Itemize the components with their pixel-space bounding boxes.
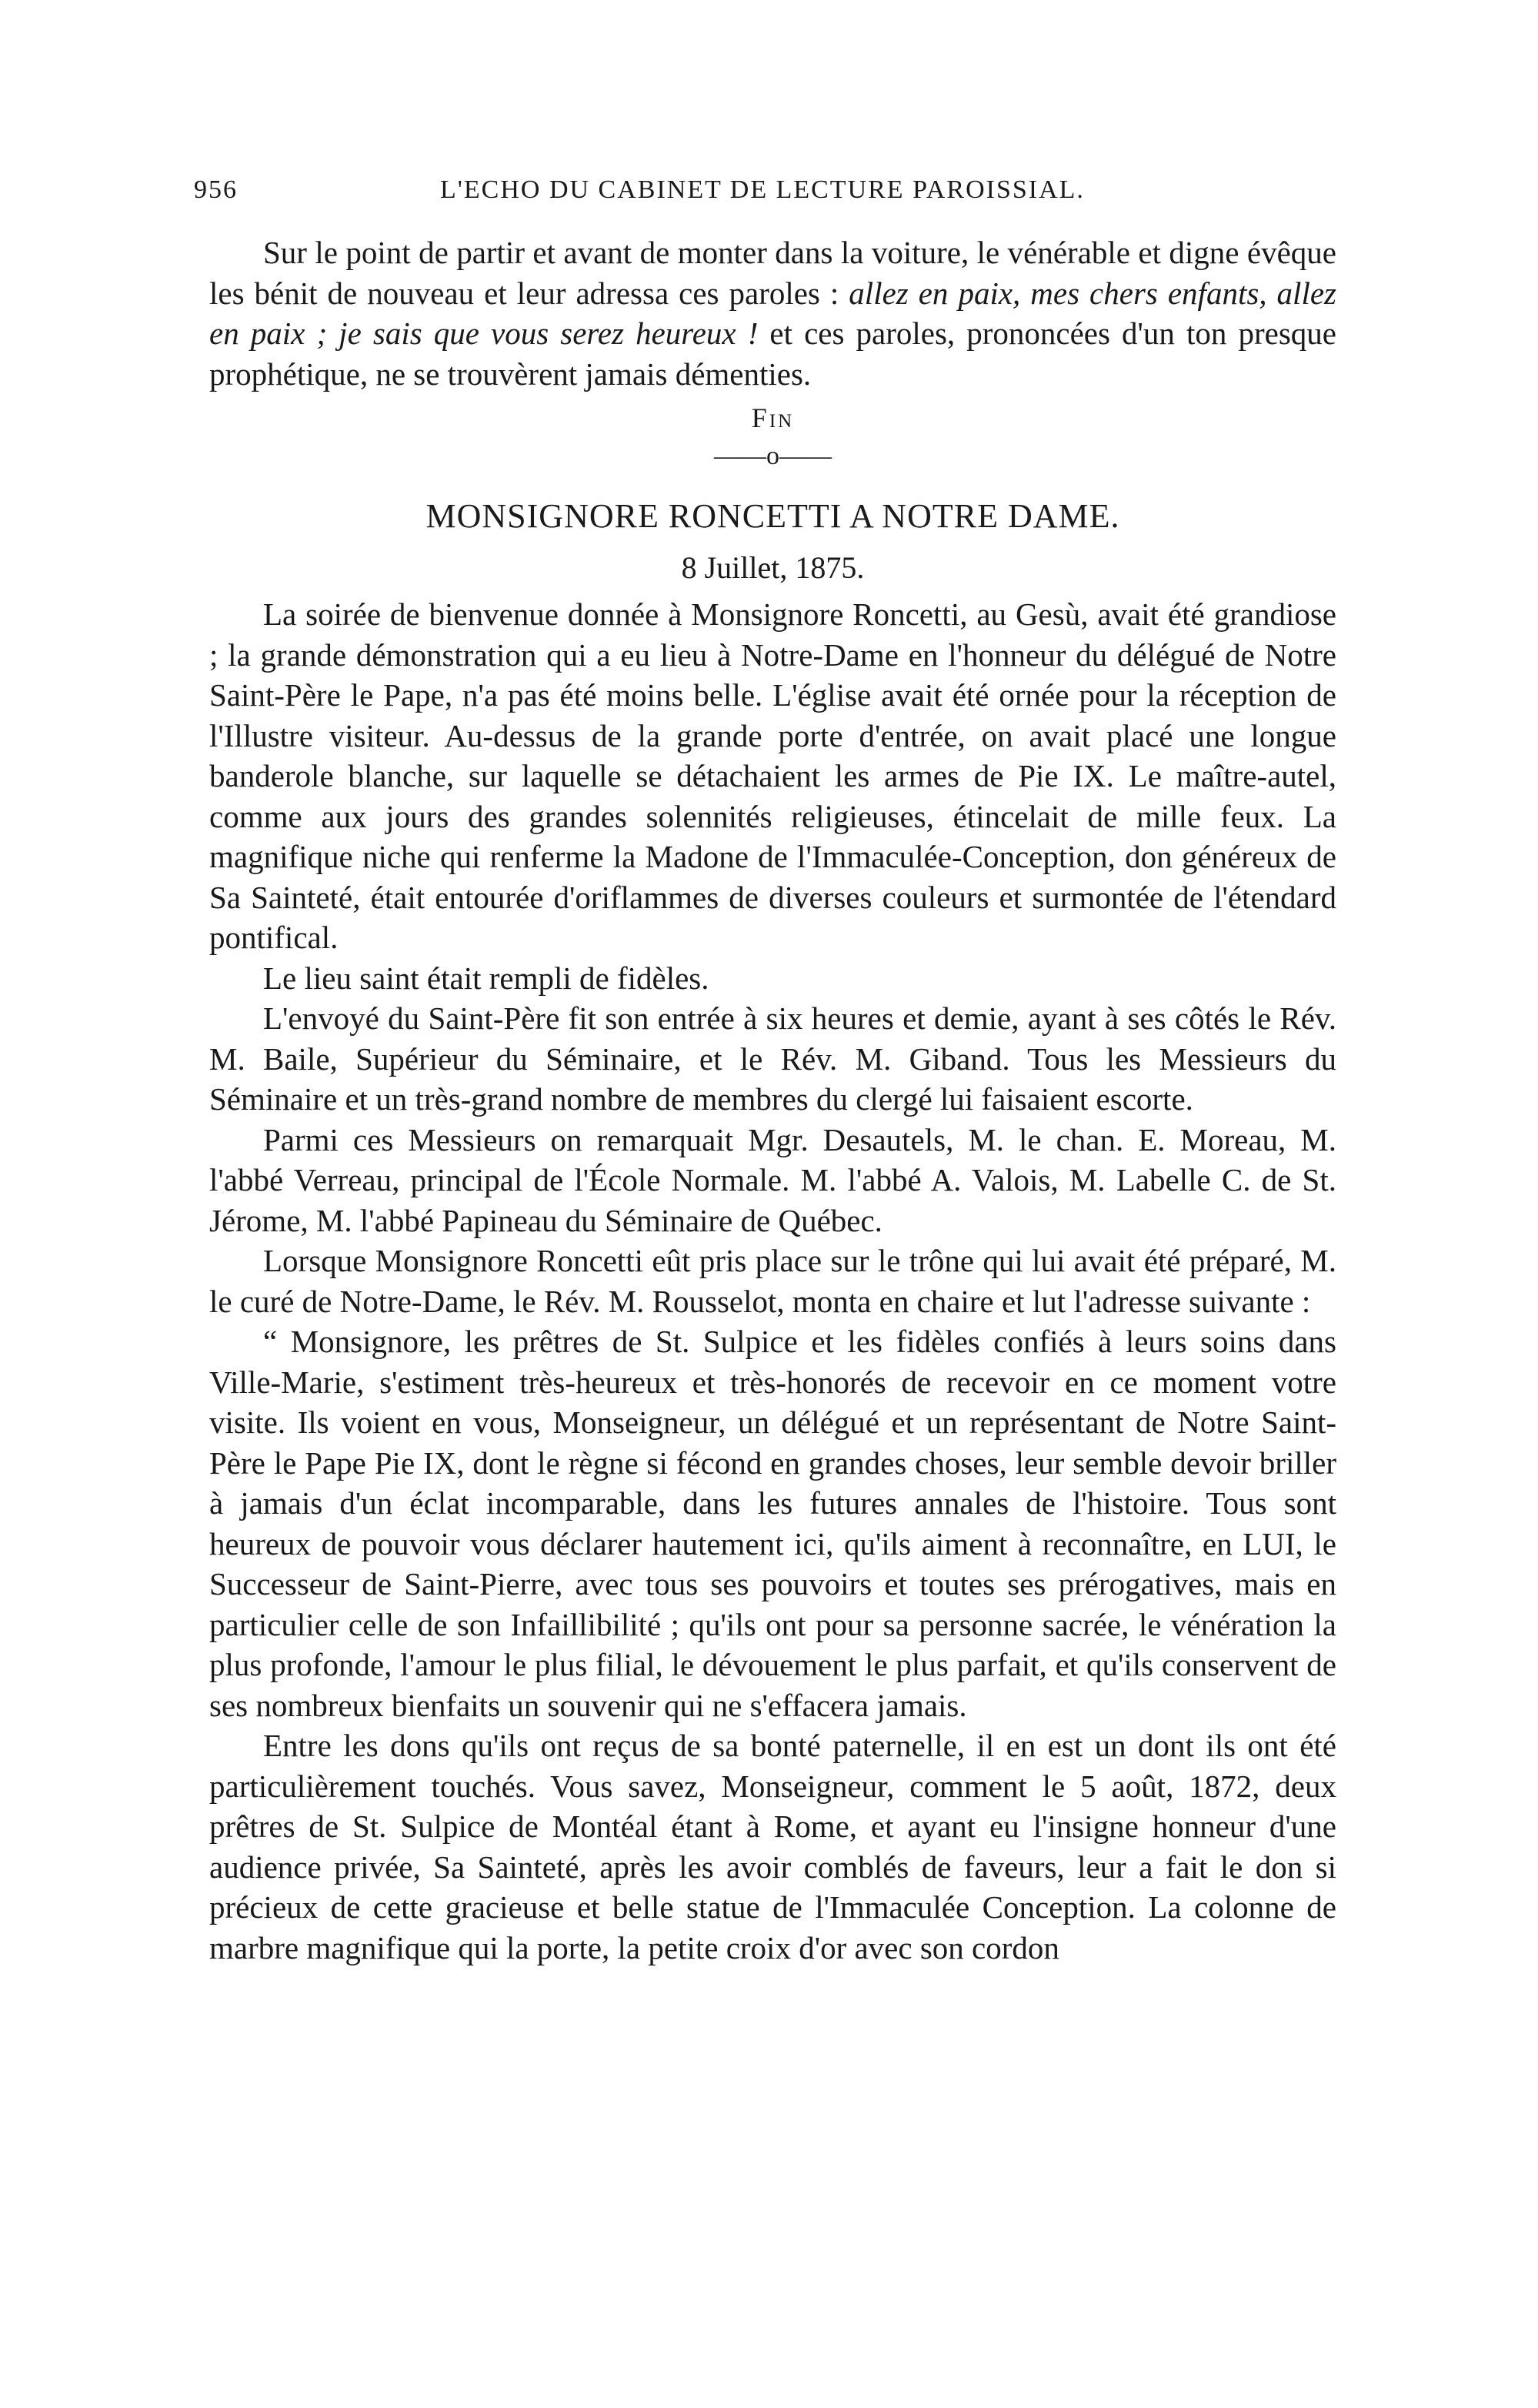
closing-paragraph <box>209 232 1336 394</box>
article-paragraph: Entre les dons qu'ils ont reçus de sa bonté paternelle, il en est un dont ils ont été particulièrement touchés. Vous savez, Monseigneur, comment le 5 août, 1872, deux prêtres de St. Sulpice de Montéal étant à Rome, et ayant eu l'insigne honneur d'une audience privée, Sa Sainteté, après les avoir comblés de faveurs, leur a fait le don si précieux de cette gracieuse et belle statue de l'Immaculée Conception. La colonne de marbre magnifique qui la porte, la petite croix d'or avec son cordon <box>209 1728 1336 1965</box>
article-paragraph: Le lieu saint était rempli de fidèles. <box>263 960 709 996</box>
journal-title: L'ECHO DU CABINET DE LECTURE PAROISSIAL. <box>440 175 1085 204</box>
article-paragraph: La soirée de bienvenue donnée à Monsignore Roncetti, au Gesù, avait été grandiose ; la grande démonstration qui a eu lieu à Notre-Dame en l'honneur du délégué de Notre Saint-Père le Pape, n'a pas été moins belle. L'église avait été ornée pour la réception de l'Illustre visiteur. Au-dessus de la grande porte d'entrée, on avait placé une longue banderole blanche, sur laquelle se détachaient les armes de Pie IX. Le maître-autel, comme aux jours des grandes solennités religieuses, étincelait de mille feux. La magnifique niche qui renferme la Madone de l'Immaculée-Conception, don généreux de Sa Sainteté, était entourée d'oriflammes de diverses couleurs et surmontée de l'étendard pontifical. <box>209 596 1336 955</box>
closing-text-after: et ces paroles, prononcées d'un ton presque prophétique, ne se trouvèrent jamais démenties. <box>209 316 1336 392</box>
article-paragraph: “ Monsignore, les prêtres de St. Sulpice et les fidèles confiés à leurs soins dans Ville-Marie, s'estiment très-heureux et très-honorés de recevoir en ce moment votre visite. Ils voient en vous, Monseigneur, un délégué et un représentant de Notre Saint-Père le Pape Pie IX, dont le règne si fécond en grandes choses, leur semble devoir briller à jamais d'un éclat incomparable, dans les futures annales de l'histoire. Tous sont heureux de pouvoir vous déclarer hautement ici, qu'ils aiment à reconnaître, en LUI, le Successeur de Saint-Pierre, avec tous ses pouvoirs et toutes ses prérogatives, mais en particulier celle de son Infaillibilité ; qu'ils ont pour sa personne sacrée, le vénération la plus profonde, l'amour le plus filial, le dévouement le plus parfait, et qu'ils conservent de ses nombreux bienfaits un souvenir qui ne s'effacera jamais. <box>209 1324 1336 1723</box>
article-paragraph: Lorsque Monsignore Roncetti eût pris place sur le trône qui lui avait été préparé, M. le curé de Notre-Dame, le Rév. M. Rousselot, monta en chaire et lut l'adresse suivante : <box>209 1243 1336 1319</box>
article-paragraph: Parmi ces Messieurs on remarquait Mgr. Desautels, M. le chan. E. Moreau, M. l'abbé Verreau, principal de l'École Normale. M. l'abbé A. Valois, M. Labelle C. de St. Jérome, M. l'abbé Papineau du Séminaire de Québec. <box>209 1121 1336 1238</box>
article-paragraph: L'envoyé du Saint-Père fit son entrée à six heures et demie, ayant à ses côtés le Rév. M. Baile, Supérieur du Séminaire, et le Rév. M. Giband. Tous les Messieurs du Séminaire et un très-grand nombre de membres du clergé lui faisaient escorte. <box>209 1000 1336 1117</box>
section-divider: ——o—— <box>714 442 832 470</box>
end-marker: Fin <box>751 402 795 433</box>
page <box>194 175 1336 1968</box>
article-title: MONSIGNORE RONCETTI A NOTRE DAME. <box>425 497 1120 535</box>
closing-text-before: Sur le point de partir et avant de monter dans la voiture, le vénérable et digne évêque les bénit de nouveau et leur adressa ces paroles : <box>209 235 1336 311</box>
page-number: 956 <box>194 175 238 204</box>
closing-quote: allez en paix, mes chers enfants, allez en paix ; je sais que vous serez heureux ! <box>209 275 1336 351</box>
article-date: 8 Juillet, 1875. <box>681 550 865 585</box>
running-head <box>194 175 1336 222</box>
